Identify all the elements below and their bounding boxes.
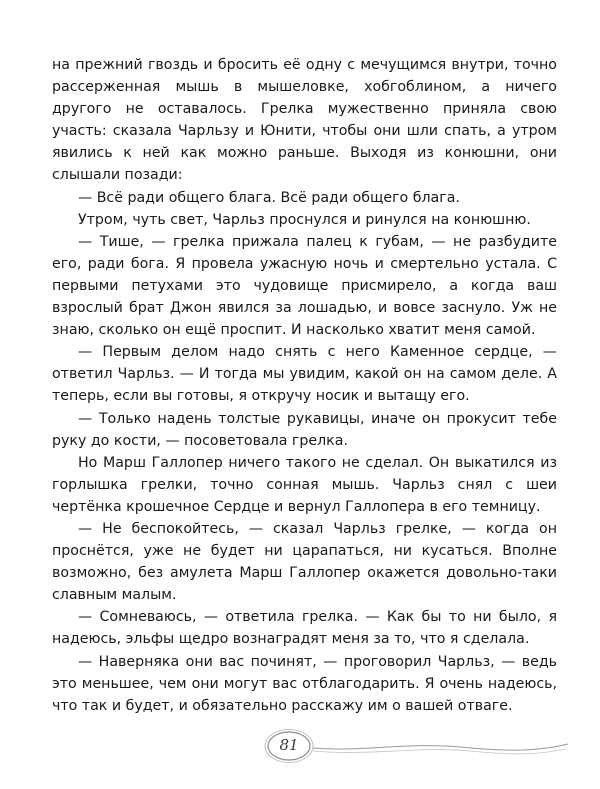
page-number: 81 <box>279 736 299 754</box>
paragraph-6: — Только надень толстые рукавицы, иначе он прокусит тебе руку до кости, — посоветовала грелка. <box>52 410 557 449</box>
paragraph-2: — Всё ради общего блага. Всё ради общего блага. <box>78 189 460 206</box>
paragraph-3: Утром, чуть свет, Чарльз проснулся и ринулся на конюшню. <box>78 211 531 228</box>
paragraph-9: — Сомневаюсь, — ответила грелка. — Как бы то ни было, я надеюсь, эльфы щедро вознаградят меня за то, что я сделала. <box>52 609 557 648</box>
body-text <box>52 54 557 717</box>
paragraph-7: Но Марш Галлопер ничего такого не сделал. Он выкатился из горлышка грелки, точно сонная мышь. Чарльз снял с шеи чертёнка крошечное Сердце и вернул Галлопера в его темницу. <box>52 454 557 515</box>
page-footer <box>250 726 570 770</box>
paragraph-4: — Тише, — грелка прижала палец к губам, — не разбудите его, ради бога. Я провела ужасную ночь и смертельно устала. С первыми петухами это чудовище присмирело, а когда ваш взрослый брат Джон явился за лошадью, и вовсе заснуло. Уж не знаю, сколько он ещё проспит. И насколько хватит меня самой. <box>52 233 557 339</box>
paragraph-10: — Наверняка они вас починят, — проговорил Чарльз, — ведь это меньшее, чем они могут вас отблагодарить. Я очень надеюсь, что так и будет, и обязательно расскажу им о вашей отваге. <box>52 653 557 714</box>
paragraph-1: на прежний гвоздь и бросить её одну с мечущимся внутри, точно рассерженная мышь в мышеловке, хобгоблином, а ничего другого не оставалось. Грелка мужественно приняла свою участь: сказала Чарльзу и Юнити, чтобы они шли спать, а утром явились к ней как можно раньше. Выходя из конюшни, они слышали позади: <box>52 57 557 184</box>
paragraph-5: — Первым делом надо снять с него Каменное сердце, — ответил Чарльз. — И тогда мы увидим, какой он на самом деле. А теперь, если вы готовы, я откручу носик и вытащу его. <box>52 344 557 405</box>
paragraph-8: — Не беспокойтесь, — сказал Чарльз грелке, — когда он проснётся, уже не будет ни царапаться, ни кусаться. Вполне возможно, без амулета Марш Галлопер окажется довольно-таки славным малым. <box>52 520 557 604</box>
